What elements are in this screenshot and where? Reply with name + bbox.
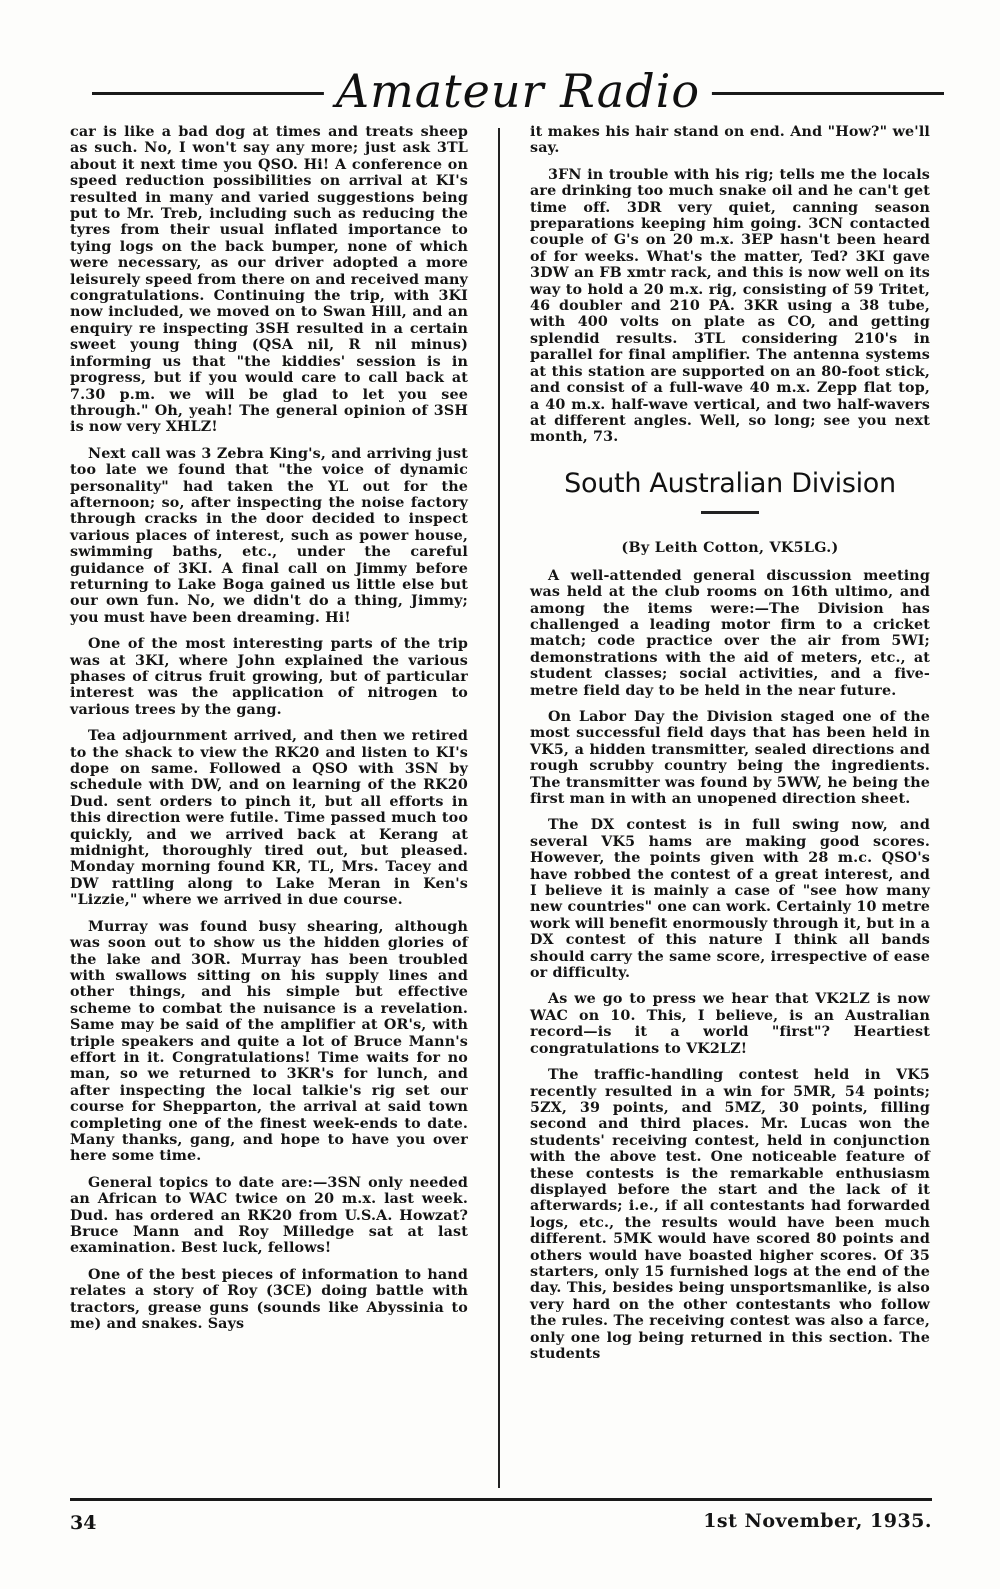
footer-rule xyxy=(70,1498,932,1501)
issue-date: 1st November, 1935. xyxy=(703,1510,932,1532)
right-column xyxy=(530,124,930,1372)
article-paragraph: General topics to date are:—3SN only needed an African to WAC twice on 20 m.x. last week. Dud. has ordered an RK20 from U.S.A. Howzat? Bruce Mann and Roy Milledge sat at last examination. Best luck, fellows! xyxy=(70,1174,468,1257)
page-footer xyxy=(70,1498,932,1538)
magazine-title: Amateur Radio xyxy=(324,58,712,124)
article-paragraph: The DX contest is in full swing now, and several VK5 hams are making good scores. However, the points given with 28 m.c. QSO's have robbed the contest of a great interest, and I believe it is mainly a case of "see how many new countries" one can work. Certainly 10 metre work will benefit enormously through it, but in a DX contest of this nature I think all bands should carry the same score, irrespective of ease or difficulty. xyxy=(530,817,930,982)
article-paragraph: One of the best pieces of information to hand relates a story of Roy (3CE) doing battle with tractors, grease guns (sounds like Abyssinia to me) and snakes. Says xyxy=(70,1266,468,1333)
article-paragraph: On Labor Day the Division staged one of the most successful field days that has been held in VK5, a hidden transmitter, sealed directions and rough scrubby country being the ingredients. The transmitter was found by 5WW, he being the first man in with an unopened direction sheet. xyxy=(530,708,930,807)
article-paragraph: The traffic-handling contest held in VK5 recently resulted in a win for 5MR, 54 points; 5ZX, 39 points, and 5MZ, 30 points, filling second and third places. Mr. Lucas won the students' receiving contest, held in conjunction with the above test. One noticeable feature of these contests is the remarkable enthusiasm displayed before the start and the lack of it afterwards; i.e., if all contestants had forwarded logs, etc., the results would have been much different. 5MK would have scored 80 points and others would have boasted higher scores. Of 35 starters, only 15 furnished logs at the end of the day. This, besides being unsportsmanlike, is also very hard on the other contestants who follow the rules. The receiving contest was also a farce, only one log being returned in this section. The students xyxy=(530,1067,930,1362)
byline: (By Leith Cotton, VK5LG.) xyxy=(621,539,839,556)
article-paragraph: Tea adjournment arrived, and then we retired to the shack to view the RK20 and listen to KI's dope on same. Followed a QSO with 3SN by schedule with DW, and on learning of the RK20 Dud. sent orders to pinch it, but all efforts in this direction were futile. Time passed much too quickly, and we arrived back at Kerang at midnight, thoroughly tired out, but pleased. Monday morning found KR, TL, Mrs. Tacey and DW rattling along to Lake Meran in Ken's "Lizzie," where we arrived in due course. xyxy=(70,728,468,909)
article-paragraph: Next call was 3 Zebra King's, and arriving just too late we found that "the voice of dynamic personality" had taken the YL out for the afternoon; so, after inspecting the noise factory through cracks in the door decided to inspect various places of interest, such as power house, swimming baths, etc., under the careful guidance of 3KI. A final call on Jimmy before returning to Lake Boga gained us little else but our own fun. No, we didn't do a thing, Jimmy; you must have been dreaming. Hi! xyxy=(70,445,468,626)
column-divider xyxy=(498,128,500,1488)
article-paragraph: One of the most interesting parts of the trip was at 3KI, where John explained the various phases of citrus fruit growing, but of particular interest was the application of nitrogen to various trees by the gang. xyxy=(70,636,468,718)
left-column xyxy=(70,124,468,1342)
article-paragraph: 3FN in trouble with his rig; tells me the locals are drinking too much snake oil and he can't get time off. 3DR very quiet, canning season preparations keeping him going. 3CN contacted couple of G's on 20 m.x. 3EP hasn't been heard of for weeks. What's the matter, Ted? 3KI gave 3DW an FB xmtr rack, and this is now well on its way to hold a 20 m.x. rig, consisting of 59 Tritet, 46 doubler and 210 PA. 3KR using a 38 tube, with 400 volts on plate as CO, and getting splendid results. 3TL considering 210's in parallel for final amplifier. The antenna systems at this station are supported on an 80-foot stick, and consist of a full-wave 40 m.x. Zepp flat top, a 40 m.x. half-wave vertical, and two half-wavers at different angles. Well, so long; see you next month, 73. xyxy=(530,166,930,446)
article-paragraph: it makes his hair stand on end. And "How?" we'll say. xyxy=(530,124,930,157)
masthead xyxy=(92,58,944,128)
page-number: 34 xyxy=(70,1512,97,1534)
article-paragraph: As we go to press we hear that VK2LZ is now WAC on 10. This, I believe, is an Australian record—is it a world "first"? Heartiest congratulations to VK2LZ! xyxy=(530,991,930,1057)
section-title: South Australian Division xyxy=(564,467,896,499)
article-paragraph: Murray was found busy shearing, although was soon out to show us the hidden glories of the lake and 3OR. Murray has been troubled with swallows sitting on his supply lines and other things, and his simple but effective scheme to combat the nuisance is a revelation. Same may be said of the amplifier at OR's, with triple speakers and quite a lot of Bruce Mann's effort in it. Congratulations! Time waits for no man, so we returned to 3KR's for lunch, and after inspecting the local talkie's rig set our course for Shepparton, the arrival at said town completing one of the finest week-ends to date. Many thanks, gang, and hope to have you over here some time. xyxy=(70,918,468,1165)
article-paragraph: car is like a bad dog at times and treats sheep as such. No, I won't say any more; just ask 3TL about it next time you QSO. Hi! A conference on speed reduction possibilities on arrival at KI's resulted in many and varied suggestions being put to Mr. Treb, including such as reducing the tyres from their usual inflated importance to tying logs on the back bumper, none of which were necessary, as our driver adopted a more leisurely speed from there on and received many congratulations. Continuing the trip, with 3KI now included, we moved on to Swan Hill, and an enquiry re inspecting 3SH resulted in a certain sweet young thing (QSA nil, R nil minus) informing us that "the kiddies' session is in progress, but if you would care to call back at 7.30 p.m. we will be glad to let you see through." Oh, yeah! The general opinion of 3SH is now very XHLZ! xyxy=(70,124,468,436)
article-paragraph: A well-attended general discussion meeting was held at the club rooms on 16th ultimo, and among the items were:—The Division has challenged a leading motor firm to a cricket match; code practice over the air from 5WI; demonstrations with the aid of meters, etc., at student classes; social activities, and a five-metre field day to be held in the near future. xyxy=(530,567,930,699)
section-title-rule xyxy=(701,511,759,514)
